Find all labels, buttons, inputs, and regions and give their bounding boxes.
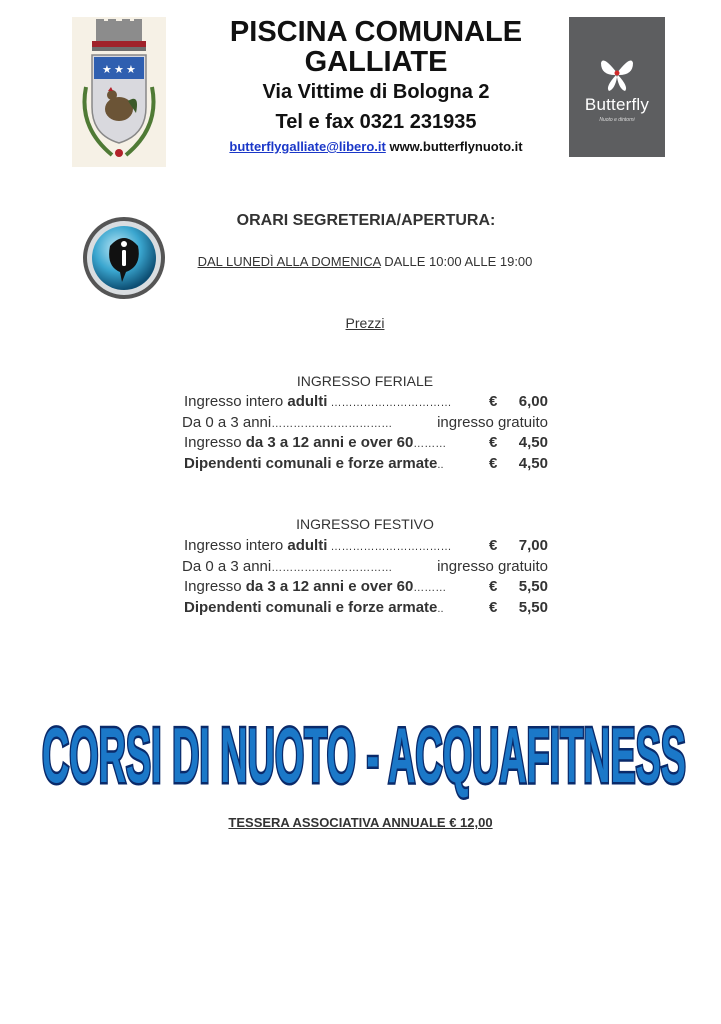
hours-time: DALLE 10:00 ALLE 19:00 (380, 254, 533, 269)
currency-symbol: € (489, 455, 498, 473)
price-label (182, 414, 392, 431)
price-dots: …………………………… (327, 397, 452, 409)
price-label (184, 455, 444, 472)
price-label-bold: adulti (287, 537, 328, 554)
price-label-text: Ingresso intero (184, 537, 288, 554)
svg-text:★: ★ (114, 63, 124, 76)
price-row (170, 414, 560, 434)
hours-days: DAL LUNEDÌ ALLA DOMENICA (197, 254, 381, 269)
page-title-city: GALLIATE (304, 46, 448, 78)
price-amount: 7,00 (518, 537, 548, 554)
price-label (182, 558, 392, 575)
price-label-text: Ingresso (184, 578, 246, 596)
email-link[interactable]: butterflygalliate@libero.it (229, 139, 386, 154)
contacts (180, 139, 572, 154)
price-dots: …………………………… (271, 561, 393, 574)
price-dots: .. (437, 459, 444, 472)
price-row (170, 393, 560, 413)
butterfly-logo (569, 17, 665, 157)
currency-symbol: € (489, 578, 498, 596)
price-label-text: Da 0 a 3 anni (182, 413, 272, 431)
price-label-text: Ingresso intero (184, 393, 288, 410)
price-label-bold: adulti (287, 393, 328, 410)
price-row (170, 558, 560, 578)
price-amount: 6,00 (518, 393, 548, 410)
price-free: ingresso gratuito (437, 557, 548, 575)
price-label-bold: da 3 a 12 anni e over 60 (245, 578, 414, 596)
price-dots: ……… (413, 582, 447, 595)
price-label-bold: da 3 a 12 anni e over 60 (245, 434, 414, 452)
hours-title: ORARI SEGRETERIA/APERTURA: (236, 212, 496, 229)
membership-fee: TESSERA ASSOCIATIVA ANNUALE € 12,00 (228, 815, 493, 830)
price-label-text: Da 0 a 3 anni (182, 557, 272, 575)
logo-subtext: Nuoto e dintorni (599, 117, 635, 123)
website-text: www.butterflynuoto.it (389, 139, 523, 154)
courses-banner (36, 696, 692, 800)
hours-line (160, 254, 570, 269)
page-title: PISCINA COMUNALE (229, 16, 523, 48)
feriale-title: INGRESSO FERIALE (296, 373, 434, 389)
butterfly-icon (599, 53, 635, 93)
price-dots: ……… (413, 438, 447, 451)
price-row (170, 599, 560, 619)
price-label (184, 537, 451, 554)
price-label (184, 599, 444, 616)
svg-text:★: ★ (102, 63, 112, 76)
banner-text: CORSI DI NUOTO - ACQUAFITNESS (42, 711, 686, 799)
price-free: ingresso gratuito (437, 413, 548, 431)
price-label-text: Ingresso (184, 434, 246, 452)
price-dots: …………………………… (327, 541, 452, 553)
price-dots: …………………………… (271, 417, 393, 430)
price-row (170, 455, 560, 475)
logo-text: Butterfly (584, 95, 650, 114)
municipal-crest-icon (72, 17, 166, 167)
price-row (170, 434, 560, 454)
currency-symbol: € (489, 434, 498, 452)
price-dots: .. (437, 603, 444, 616)
price-label (184, 578, 446, 595)
price-row (170, 578, 560, 598)
festivo-title: INGRESSO FESTIVO (296, 516, 434, 532)
price-label-bold: Dipendenti comunali e forze armate (184, 455, 438, 473)
price-label (184, 393, 451, 410)
currency-symbol: € (489, 599, 498, 617)
prices-title: Prezzi (345, 315, 385, 331)
currency-symbol: € (489, 537, 498, 554)
address: Via Vittime di Bologna 2 (262, 81, 490, 103)
price-amount: 4,50 (518, 434, 548, 452)
price-amount: 5,50 (518, 578, 548, 596)
info-icon (82, 216, 166, 300)
price-row (170, 537, 560, 557)
svg-text:★: ★ (126, 63, 136, 76)
price-label (184, 434, 446, 451)
price-label-bold: Dipendenti comunali e forze armate (184, 599, 438, 617)
price-amount: 5,50 (518, 599, 548, 617)
price-amount: 4,50 (518, 455, 548, 473)
currency-symbol: € (489, 393, 498, 410)
phone-fax: Tel e fax 0321 231935 (275, 111, 477, 133)
